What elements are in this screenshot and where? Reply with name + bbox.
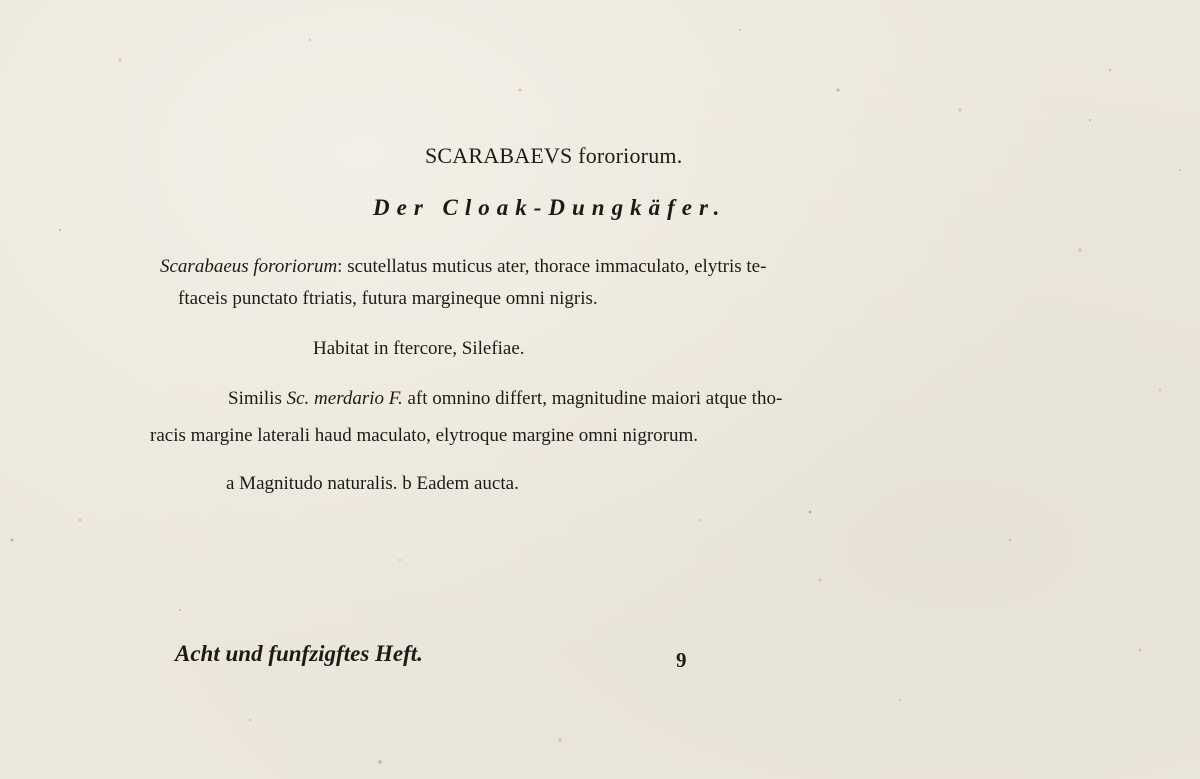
description-line-2: ftaceis punctato ftriatis, futura margineque omni nigris. (178, 288, 598, 309)
similar-species-name: Sc. merdario F. (286, 388, 403, 409)
signature-mark: 9 (676, 648, 687, 672)
similarity-text: aft omnino differt, magnitudine maiori atque tho- (402, 388, 783, 409)
description-line-1 (160, 255, 766, 279)
similarity-line-2: racis margine laterali haud maculato, elytroque margine omni nigrorum. (150, 425, 699, 446)
figure-caption: a Magnitudo naturalis. b Eadem aucta. (226, 473, 519, 494)
issue-footer: Acht und funfzigftes Heft. (175, 641, 423, 666)
page-title: SCARABAEVS fororiorum. (425, 143, 683, 168)
similarity-lead: Similis (228, 388, 287, 409)
similarity-line-1 (228, 387, 782, 411)
page-subtitle: Der Cloak-Dungkäfer. (373, 195, 727, 220)
description-text: : scutellatus muticus ater, thorace immaculato, elytris te- (337, 256, 767, 277)
species-name: Scarabaeus fororiorum (160, 256, 338, 277)
habitat-line: Habitat in ftercore, Silefiae. (313, 338, 525, 359)
